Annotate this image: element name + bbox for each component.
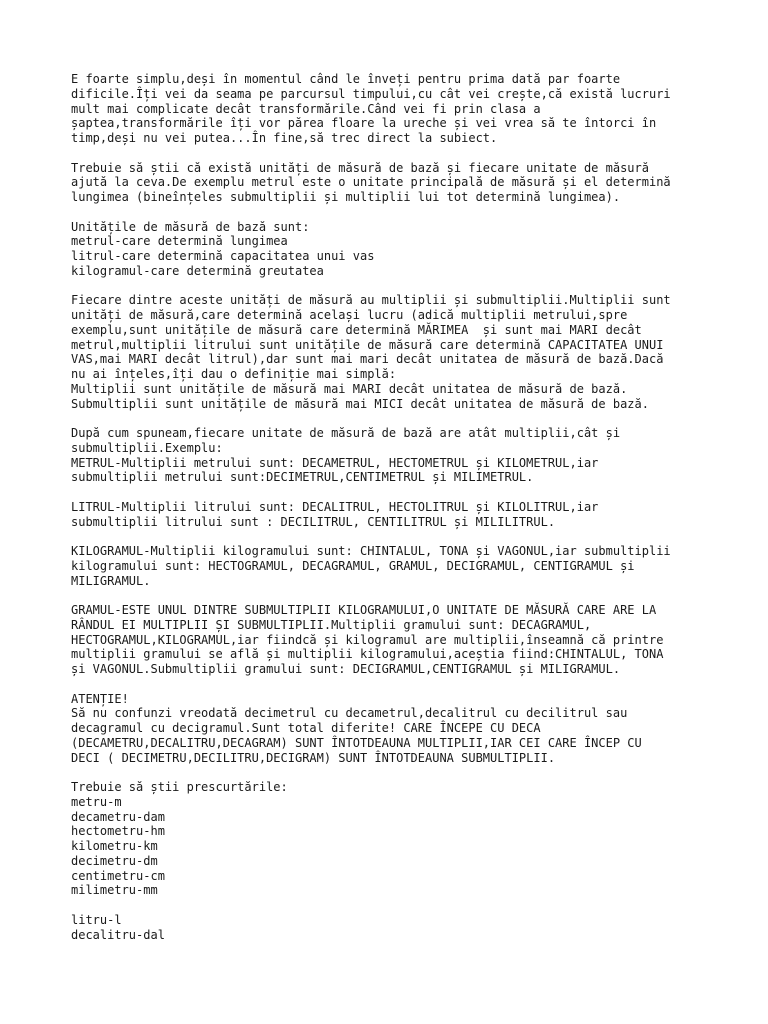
text-line: DECI ( DECIMETRU,DECILITRU,DECIGRAM) SUNT ÎNTOTDEAUNA SUBMULTIPLII. — [71, 750, 556, 765]
text-line: decametru-dam — [71, 809, 165, 824]
text-line: VAS,mai MARI decât litrul),dar sunt mai mari decât unitatea de măsură de bază.Dacă — [71, 352, 664, 367]
text-line: ATENȚIE! — [71, 691, 129, 706]
text-line: METRUL-Multiplii metrului sunt: DECAMETRUL, HECTOMETRUL și KILOMETRUL,iar — [71, 455, 599, 470]
text-line: și VAGONUL.Submultiplii gramului sunt: DECIGRAMUL,CENTIGRAMUL și MILIGRAMUL. — [71, 662, 621, 676]
text-line: Trebuie să știi prescurtările: — [71, 780, 288, 794]
text-line: kilogramului sunt: HECTOGRAMUL, DECAGRAMUL, GRAMUL, DECIGRAMUL, CENTIGRAMUL și — [71, 558, 635, 573]
text-line: (DECAMETRU,DECALITRU,DECAGRAM) SUNT ÎNTOTDEAUNA MULTIPLII,IAR CEI CARE ÎNCEP CU — [71, 735, 642, 750]
document-page — [71, 72, 711, 957]
text-line: Trebuie să știi că există unități de măsură de bază și fiecare unitate de măsură — [71, 160, 649, 175]
text-line: LITRUL-Multiplii litrului sunt: DECALITRUL, HECTOLITRUL și KILOLITRUL,iar — [71, 499, 599, 514]
text-line: Unitățile de măsură de bază sunt: — [71, 219, 310, 234]
text-line: HECTOGRAMUL,KILOGRAMUL,iar fiindcă și kilogramul are multiplii,înseamnă că printre — [71, 632, 664, 647]
text-line: GRAMUL-ESTE UNUL DINTRE SUBMULTIPLII KILOGRAMULUI,O UNITATE DE MĂSURĂ CARE ARE LA — [71, 603, 657, 617]
paragraph-litre-example — [71, 500, 711, 530]
text-line: unități de măsură,care determină același lucru (adică multiplii metrului,spre — [71, 308, 628, 322]
paragraph-intro — [71, 72, 711, 146]
text-line: RÂNDUL EI MULTIPLII ȘI SUBMULTIPLII.Multiplii gramului sunt: DECAGRAMUL, — [71, 617, 592, 632]
text-line: litrul-care determină capacitatea unui vas — [71, 249, 375, 263]
text-line: metru-m — [71, 794, 122, 809]
paragraph-base-units-intro — [71, 161, 711, 205]
text-line: decagramul cu decigramul.Sunt total diferite! CARE ÎNCEPE CU DECA — [71, 721, 541, 735]
text-line: metrul-care determină lungimea — [71, 234, 288, 249]
paragraph-attention — [71, 692, 711, 766]
text-line: submultiplii.Exemplu: — [71, 440, 223, 455]
text-line: submultiplii litrului sunt : DECILITRUL, CENTILITRUL și MILILITRUL. — [71, 514, 556, 529]
text-line: kilometru-km — [71, 839, 158, 853]
text-line: kilogramul-care determină greutatea — [71, 263, 324, 278]
text-line: milimetru-mm — [71, 883, 158, 898]
text-line: submultiplii metrului sunt:DECIMETRUL,CENTIMETRUL și MILIMETRUL. — [71, 470, 534, 485]
text-line: mult mai complicate decât transformările.Când vei fi prin clasa a — [71, 101, 541, 116]
text-line: metrul,multiplii litrului sunt unitățile de măsură care determină CAPACITATEA UNUI — [71, 337, 664, 352]
text-line: Submultiplii sunt unitățile de măsură mai MICI decât unitatea de măsură de bază. — [71, 396, 649, 411]
text-line: lungimea (bineînțeles submultiplii și multiplii lui tot determină lungimea). — [71, 190, 621, 204]
text-line: ajută la ceva.De exemplu metrul este o unitate principală de măsură și el determină — [71, 175, 671, 190]
text-line: șaptea,transformările îți vor părea floare la ureche și vei vrea să te întorci în — [71, 116, 657, 131]
text-line: centimetru-cm — [71, 868, 165, 883]
text-line: multiplii gramului se află și multiplii kilogramului,aceștia fiind:CHINTALUL, TONA — [71, 647, 664, 662]
text-line: decalitru-dal — [71, 927, 165, 942]
text-line: nu ai înțeles,îți dau o definiție mai simplă: — [71, 367, 397, 381]
text-line: KILOGRAMUL-Multiplii kilogramului sunt: CHINTALUL, TONA și VAGONUL,iar submultiplii — [71, 544, 671, 558]
paragraph-gram-example — [71, 603, 711, 677]
text-line: hectometru-hm — [71, 824, 165, 839]
paragraph-kilogram-example — [71, 544, 711, 588]
text-line: Să nu confunzi vreodată decimetrul cu decametrul,decalitrul cu decilitrul sau — [71, 706, 628, 721]
paragraph-multiples-definition — [71, 293, 711, 411]
text-line: litru-l — [71, 912, 122, 927]
text-line: După cum spuneam,fiecare unitate de măsură de bază are atât multiplii,cât și — [71, 426, 621, 440]
paragraph-abbreviations-volume — [71, 913, 711, 943]
text-line: Fiecare dintre aceste unități de măsură au multiplii și submultiplii.Multiplii sunt — [71, 293, 671, 308]
text-line: exemplu,sunt unitățile de măsură care determină MĂRIMEA și sunt mai MARI decât — [71, 322, 642, 337]
paragraph-abbreviations-length — [71, 780, 711, 898]
text-line: decimetru-dm — [71, 853, 158, 868]
paragraph-base-units-list — [71, 220, 711, 279]
paragraph-metre-example — [71, 426, 711, 485]
text-line: E foarte simplu,deși în momentul când le înveți pentru prima dată par foarte — [71, 72, 621, 86]
text-line: MILIGRAMUL. — [71, 573, 151, 588]
text-line: timp,deși nu vei putea...În fine,să trec direct la subiect. — [71, 131, 498, 145]
text-line: Multiplii sunt unitățile de măsură mai MARI decât unitatea de măsură de bază. — [71, 381, 628, 396]
text-line: dificile.Îți vei da seama pe parcursul timpului,cu cât vei crește,că există lucruri — [71, 86, 671, 101]
